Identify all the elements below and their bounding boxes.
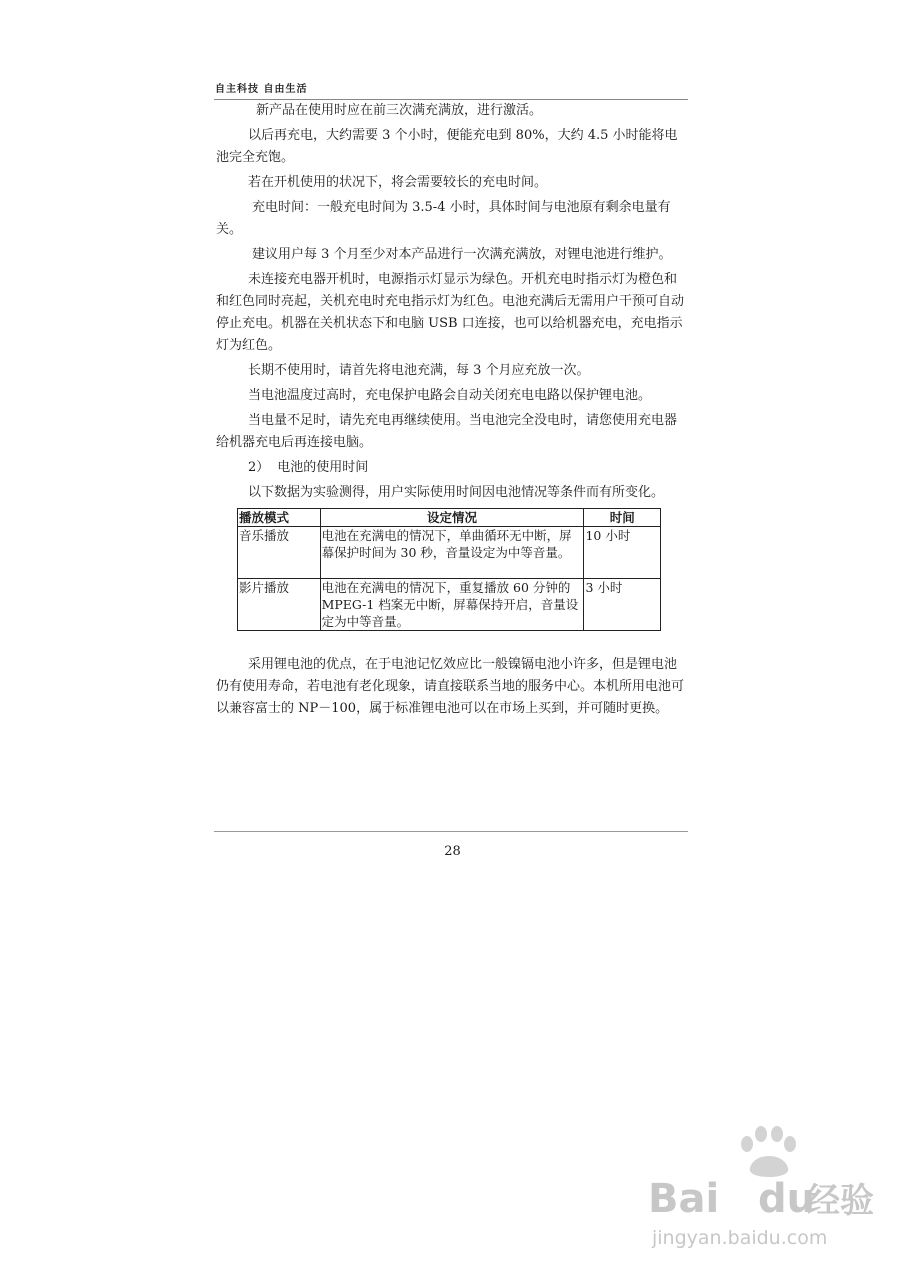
table-row <box>238 527 661 579</box>
header-cell-mode: 播放模式 <box>238 509 321 527</box>
watermark-brand-latin: Bai <box>648 1176 720 1222</box>
table-header-row <box>238 509 661 527</box>
paragraph-activation: 新产品在使用时应在前三次满充满放，进行激活。 <box>256 103 543 118</box>
watermark-brand-cn: 经验 <box>806 1181 874 1221</box>
paragraph-charge-duration: 充电时间：一般充电时间为 3.5-4 小时，具体时间与电池原有剩余电量有关。 <box>216 200 671 237</box>
paragraph-long-storage: 长期不使用时，请首先将电池充满，每 3 个月应充放一次。 <box>248 363 590 378</box>
table-intro: 以下数据为实验测得，用户实际使用时间因电池情况等条件而有所变化。 <box>248 485 665 500</box>
cell-condition: 电池在充满电的情况下，重复播放 60 分钟的 MPEG-1 档案无中断，屏幕保持开启，音量设定为中等音量。 <box>320 579 584 631</box>
paragraph-lithium-advantages: 采用锂电池的优点，在于电池记忆效应比一般镍镉电池小许多，但是锂电池仍有使用寿命，若电池有老化现象，请直接联系当地的服务中心。本机所用电池可以兼容富士的 NP－100，属于标准锂电池可以在市场上买到，并可随时更换。 <box>216 657 685 716</box>
page-content <box>216 100 686 720</box>
paragraph-maintenance: 建议用户每 3 个月至少对本产品进行一次满充满放，对锂电池进行维护。 <box>252 247 672 262</box>
paw-icon <box>741 1126 796 1177</box>
table-row <box>238 579 661 631</box>
paragraph-low-battery: 当电量不足时，请先充电再继续使用。当电池完全没电时，请您使用充电器给机器充电后再连接电脑。 <box>216 413 678 450</box>
page-number: 28 <box>444 844 461 859</box>
paragraph-recharge-time: 以后再充电，大约需要 3 个小时，便能充电到 80%，大约 4.5 小时能将电池完全充饱。 <box>216 128 678 165</box>
cell-mode: 音乐播放 <box>238 527 321 579</box>
battery-life-table <box>237 508 661 631</box>
paragraph-indicator-lights: 未连接充电器开机时，电源指示灯显示为绿色。开机充电时指示灯为橙色和和红色同时亮起，关机充电时充电指示灯为红色。电池充满后无需用户干预可自动停止充电。机器在关机状态下和电脑 USB 口连接，也可以给机器充电，充电指示灯为红色。 <box>216 272 685 353</box>
cell-time: 10 小时 <box>584 527 661 579</box>
watermark-brand-latin-2: du <box>758 1176 816 1222</box>
paragraph-power-on-charging: 若在开机使用的状况下，将会需要较长的充电时间。 <box>248 175 548 190</box>
header-cell-condition: 设定情况 <box>320 509 584 527</box>
watermark-url: jingyan.baidu.com <box>652 1227 828 1249</box>
section-title: 电池的使用时间 <box>277 460 369 475</box>
paragraph-overheat-protection: 当电池温度过高时，充电保护电路会自动关闭充电电路以保护锂电池。 <box>248 388 652 403</box>
baidu-jingyan-watermark <box>646 1112 886 1272</box>
cell-mode: 影片播放 <box>238 579 321 631</box>
section-heading <box>216 457 686 479</box>
footer-rule <box>214 831 688 832</box>
cell-condition: 电池在充满电的情况下，单曲循环无中断，屏幕保护时间为 30 秒，音量设定为中等音量。 <box>320 527 584 579</box>
header-cell-time: 时间 <box>584 509 661 527</box>
header-slogan: 自主科技 自由生活 <box>215 84 308 95</box>
cell-time: 3 小时 <box>584 579 661 631</box>
section-number: 2） <box>248 460 270 475</box>
